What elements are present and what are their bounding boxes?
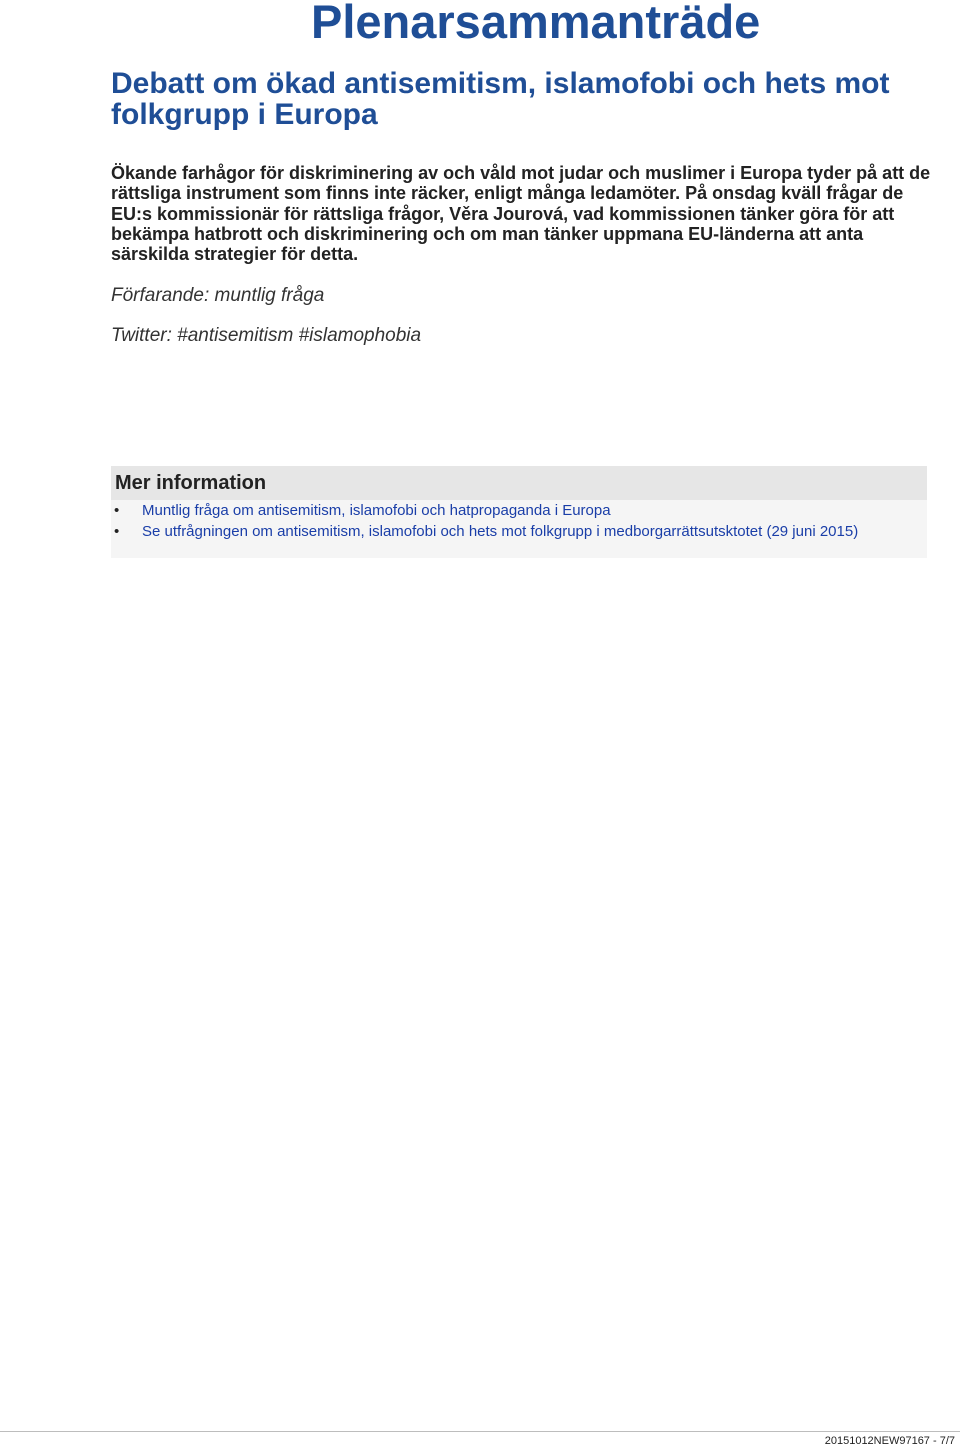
article-lead: Ökande farhågor för diskriminering av och våld mot judar och muslimer i Europa tyder på att de rättsliga instrument som finns inte räcker, enligt många ledamöter. På onsdag kväll frågar de EU:s kommissionär för rättsliga frågor, Věra Jourová, vad kommissionen tänker göra för att bekämpa hatbrott och diskriminering och om man tänker uppmana EU-länderna att anta särskilda strategier för detta. [111, 163, 931, 265]
more-info-box [111, 466, 927, 558]
more-info-links [111, 500, 927, 540]
article-heading: Debatt om ökad antisemitism, islamofobi och hets mot folkgrupp i Europa [111, 67, 890, 131]
more-info-title: Mer information [111, 466, 927, 500]
footer-divider [0, 1431, 960, 1432]
link-oral-question[interactable]: Muntlig fråga om antisemitism, islamofobi och hatpropaganda i Europa [142, 502, 611, 519]
list-item [111, 503, 927, 520]
page-title: Plenarsammanträde [311, 0, 761, 48]
bullet-icon: • [114, 522, 120, 540]
link-hearing[interactable]: Se utfrågningen om antisemitism, islamofobi och hets mot folkgrupp i medborgarrättsutsktotet (29 juni 2015) [142, 522, 859, 540]
footer-page-reference: 20151012NEW97167 - 7/7 [824, 1435, 955, 1447]
list-item [111, 524, 927, 541]
procedure-line: Förfarande: muntlig fråga [111, 285, 325, 306]
twitter-hashtags: Twitter: #antisemitism #islamophobia [111, 325, 422, 346]
bullet-icon: • [114, 502, 120, 519]
